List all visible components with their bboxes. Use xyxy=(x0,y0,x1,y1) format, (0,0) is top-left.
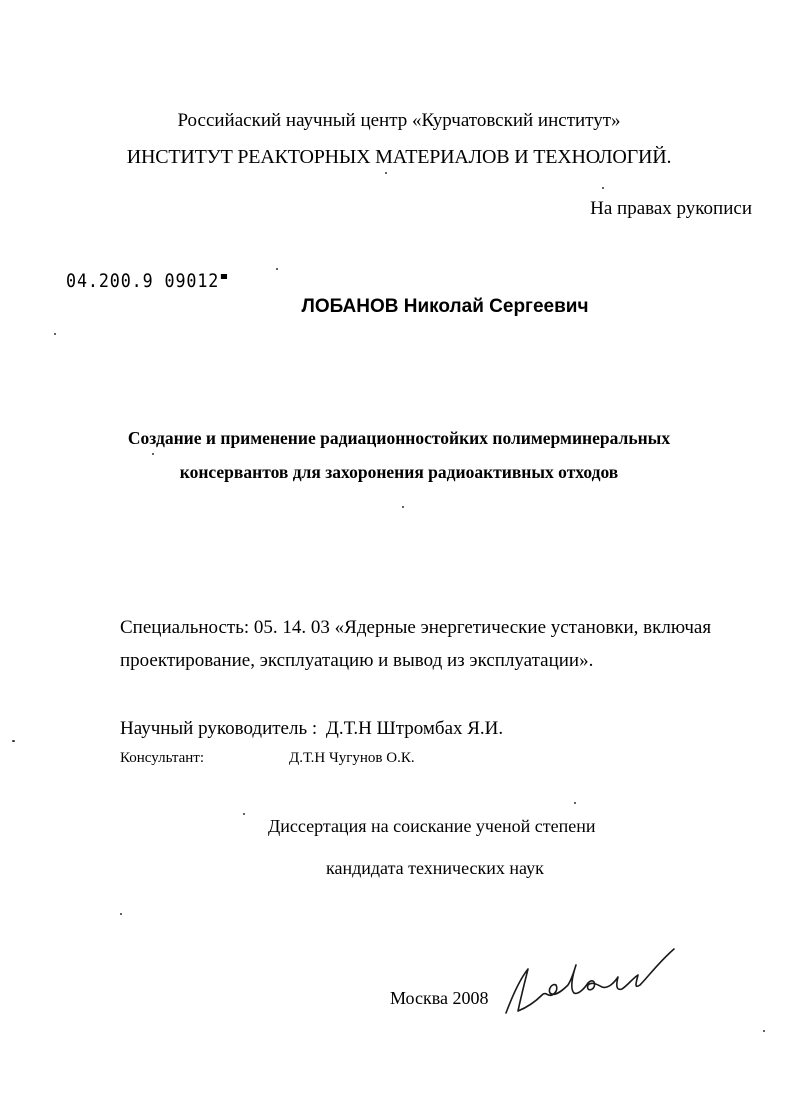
manuscript-note: На правах рукописи xyxy=(590,198,752,219)
scan-speck xyxy=(12,740,15,742)
consultant-value: Д.Т.Н Чугунов О.К. xyxy=(289,750,415,766)
city-year: Москва 2008 xyxy=(390,988,489,1008)
dissertation-degree-line-1: Диссертация на соискание ученой степени xyxy=(268,816,596,836)
scan-speck xyxy=(574,802,576,804)
organization-name: Российаский научный центр «Курчатовский институт» xyxy=(177,110,621,131)
supervisor-value: Д.Т.Н Штромбах Я.И. xyxy=(325,718,504,739)
scan-speck xyxy=(763,1030,765,1032)
scan-speck xyxy=(120,913,122,915)
supervisor-label: Научный руководитель : xyxy=(120,718,318,739)
supervisor-row xyxy=(120,718,503,740)
scan-speck xyxy=(402,506,404,508)
scan-speck xyxy=(152,453,154,455)
specialty-line-1: Специальность: 05. 14. 03 «Ядерные энергетические установки, включая xyxy=(120,617,712,638)
scan-speck xyxy=(602,187,604,189)
dissertation-degree-line-2: кандидата технических наук xyxy=(326,858,544,878)
scan-speck xyxy=(243,813,245,815)
handwritten-signature xyxy=(498,945,688,1020)
specialty-line-2: проектирование, эксплуатацию и вывод из эксплуатации». xyxy=(120,650,594,671)
author-name: ЛОБАНОВ Николай Сергеевич xyxy=(301,296,589,317)
scan-speck xyxy=(276,268,278,270)
consultant-label: Консультант: xyxy=(120,750,204,766)
author-name-row xyxy=(0,296,798,318)
dissertation-title-line-2: консервантов для захоронения радиоактивных отходов xyxy=(179,462,619,482)
document-number-mark xyxy=(221,274,227,279)
scan-speck xyxy=(385,172,387,174)
dissertation-title-line-1: Создание и применение радиационностойких полимерминеральных xyxy=(127,428,671,448)
institute-name: ИНСТИТУТ РЕАКТОРНЫХ МАТЕРИАЛОВ И ТЕХНОЛОГИЙ. xyxy=(126,146,672,168)
document-number xyxy=(66,270,227,292)
document-number-text: 04.200.9 09012 xyxy=(66,270,220,292)
scan-speck xyxy=(54,333,56,335)
